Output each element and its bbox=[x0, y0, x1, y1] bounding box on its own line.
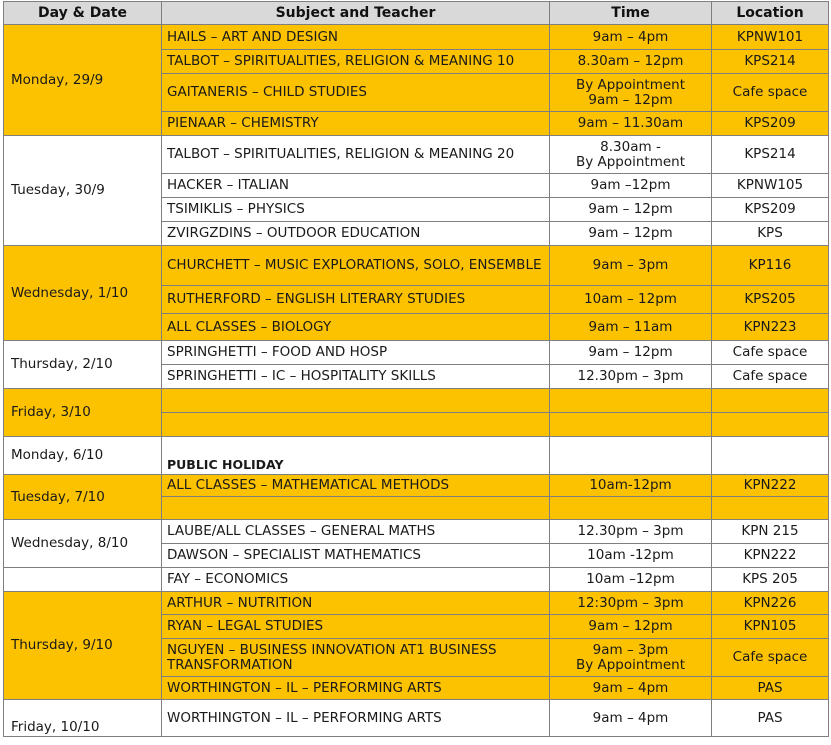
time-cell bbox=[550, 497, 712, 520]
header-row bbox=[4, 2, 829, 25]
location-cell: KPS209 bbox=[712, 198, 829, 222]
location-cell: KPS 205 bbox=[712, 568, 829, 592]
public-holiday-label: PUBLIC HOLIDAY bbox=[162, 437, 550, 475]
subject-cell: FAY – ECONOMICS bbox=[162, 568, 550, 592]
time-line: 9am – 3pm bbox=[592, 641, 669, 658]
location-cell: KPS214 bbox=[712, 50, 829, 74]
location-cell: PAS bbox=[712, 677, 829, 700]
time-cell: 9am – 12pm bbox=[550, 222, 712, 246]
subject-cell: SPRINGHETTI – IC – HOSPITALITY SKILLS bbox=[162, 365, 550, 389]
table-row bbox=[4, 136, 829, 174]
location-cell bbox=[712, 413, 829, 437]
table-row bbox=[4, 568, 829, 592]
location-cell: KPN226 bbox=[712, 592, 829, 615]
time-cell: 9am – 12pm bbox=[550, 341, 712, 365]
header-time: Time bbox=[550, 2, 712, 25]
subject-cell: TALBOT – SPIRITUALITIES, RELIGION & MEANING 10 bbox=[162, 50, 550, 74]
location-cell: Cafe space bbox=[712, 365, 829, 389]
location-cell: KPNW101 bbox=[712, 25, 829, 50]
table-row bbox=[4, 592, 829, 615]
header-location: Location bbox=[712, 2, 829, 25]
time-cell: 10am –12pm bbox=[550, 568, 712, 592]
time-cell: 9am – 12pm bbox=[550, 198, 712, 222]
time-line: By Appointment bbox=[575, 153, 686, 170]
time-cell: 9am – 4pm bbox=[550, 700, 712, 737]
header-day-date: Day & Date bbox=[4, 2, 162, 25]
time-cell: 9am – 11.30am bbox=[550, 112, 712, 136]
location-cell bbox=[712, 437, 829, 475]
time-line: By Appointment bbox=[575, 76, 686, 93]
subject-cell: RUTHERFORD – ENGLISH LITERARY STUDIES bbox=[162, 286, 550, 314]
day-cell: Wednesday, 8/10 bbox=[4, 520, 162, 568]
location-cell: KPN222 bbox=[712, 475, 829, 497]
location-cell: KPS bbox=[712, 222, 829, 246]
location-cell: Cafe space bbox=[712, 639, 829, 677]
location-cell: KPS205 bbox=[712, 286, 829, 314]
table-row bbox=[4, 520, 829, 544]
table-row bbox=[4, 341, 829, 365]
day-cell: Wednesday, 1/10 bbox=[4, 246, 162, 341]
subject-cell: NGUYEN – BUSINESS INNOVATION AT1 BUSINESS TRANSFORMATION bbox=[162, 639, 550, 677]
subject-cell bbox=[162, 497, 550, 520]
subject-cell: ARTHUR – NUTRITION bbox=[162, 592, 550, 615]
time-cell: 12:30pm – 3pm bbox=[550, 592, 712, 615]
time-cell: 8.30am – 12pm bbox=[550, 50, 712, 74]
subject-cell: HAILS – ART AND DESIGN bbox=[162, 25, 550, 50]
subject-cell: LAUBE/ALL CLASSES – GENERAL MATHS bbox=[162, 520, 550, 544]
day-cell: Friday, 3/10 bbox=[4, 389, 162, 437]
day-cell: Monday, 29/9 bbox=[4, 25, 162, 136]
subject-cell: ALL CLASSES – MATHEMATICAL METHODS bbox=[162, 475, 550, 497]
subject-cell: TALBOT – SPIRITUALITIES, RELIGION & MEANING 20 bbox=[162, 136, 550, 174]
location-cell: KPN 215 bbox=[712, 520, 829, 544]
time-cell bbox=[550, 413, 712, 437]
time-cell: 12.30pm – 3pm bbox=[550, 365, 712, 389]
subject-cell: GAITANERIS – CHILD STUDIES bbox=[162, 74, 550, 112]
day-cell: Monday, 6/10 bbox=[4, 437, 162, 475]
location-cell: KPN223 bbox=[712, 314, 829, 341]
location-cell: Cafe space bbox=[712, 74, 829, 112]
subject-cell bbox=[162, 389, 550, 413]
time-line: By Appointment bbox=[575, 656, 686, 673]
subject-cell: ZVIRGZDINS – OUTDOOR EDUCATION bbox=[162, 222, 550, 246]
time-cell bbox=[550, 74, 712, 112]
time-cell: 9am – 4pm bbox=[550, 677, 712, 700]
time-cell: 9am – 4pm bbox=[550, 25, 712, 50]
location-cell: KPS209 bbox=[712, 112, 829, 136]
table-row bbox=[4, 437, 829, 475]
table-row bbox=[4, 246, 829, 286]
location-cell: KPN105 bbox=[712, 615, 829, 639]
subject-cell: CHURCHETT – MUSIC EXPLORATIONS, SOLO, ENSEMBLE bbox=[162, 246, 550, 286]
subject-cell: RYAN – LEGAL STUDIES bbox=[162, 615, 550, 639]
day-cell bbox=[4, 568, 162, 592]
subject-cell: SPRINGHETTI – FOOD AND HOSP bbox=[162, 341, 550, 365]
table-row bbox=[4, 25, 829, 50]
exam-schedule-table bbox=[3, 1, 829, 737]
time-line: 8.30am - bbox=[600, 138, 661, 155]
subject-cell: WORTHINGTON – IL – PERFORMING ARTS bbox=[162, 677, 550, 700]
location-cell: KPS214 bbox=[712, 136, 829, 174]
header-subject-teacher: Subject and Teacher bbox=[162, 2, 550, 25]
subject-cell: DAWSON – SPECIALIST MATHEMATICS bbox=[162, 544, 550, 568]
location-cell: KPN222 bbox=[712, 544, 829, 568]
time-cell: 10am – 12pm bbox=[550, 286, 712, 314]
time-cell bbox=[550, 389, 712, 413]
subject-cell: PIENAAR – CHEMISTRY bbox=[162, 112, 550, 136]
time-cell: 9am – 12pm bbox=[550, 615, 712, 639]
time-cell bbox=[550, 437, 712, 475]
table-row bbox=[4, 475, 829, 497]
location-cell: Cafe space bbox=[712, 341, 829, 365]
table-row bbox=[4, 700, 829, 737]
time-cell: 12.30pm – 3pm bbox=[550, 520, 712, 544]
day-cell: Tuesday, 7/10 bbox=[4, 475, 162, 520]
subject-cell: HACKER – ITALIAN bbox=[162, 174, 550, 198]
subject-cell bbox=[162, 413, 550, 437]
day-cell: Tuesday, 30/9 bbox=[4, 136, 162, 246]
time-cell: 9am – 3pm bbox=[550, 246, 712, 286]
location-cell: KPNW105 bbox=[712, 174, 829, 198]
table-row bbox=[4, 389, 829, 413]
time-cell: 9am – 11am bbox=[550, 314, 712, 341]
day-cell: Thursday, 2/10 bbox=[4, 341, 162, 389]
location-cell bbox=[712, 497, 829, 520]
subject-cell: ALL CLASSES – BIOLOGY bbox=[162, 314, 550, 341]
subject-cell: TSIMIKLIS – PHYSICS bbox=[162, 198, 550, 222]
day-cell: Friday, 10/10 bbox=[4, 700, 162, 737]
day-cell: Thursday, 9/10 bbox=[4, 592, 162, 700]
time-cell: 10am-12pm bbox=[550, 475, 712, 497]
subject-cell: WORTHINGTON – IL – PERFORMING ARTS bbox=[162, 700, 550, 737]
time-cell: 9am –12pm bbox=[550, 174, 712, 198]
time-cell bbox=[550, 639, 712, 677]
time-cell: 10am -12pm bbox=[550, 544, 712, 568]
time-line: 9am – 12pm bbox=[588, 91, 673, 108]
time-cell bbox=[550, 136, 712, 174]
location-cell: PAS bbox=[712, 700, 829, 737]
location-cell bbox=[712, 389, 829, 413]
location-cell: KP116 bbox=[712, 246, 829, 286]
